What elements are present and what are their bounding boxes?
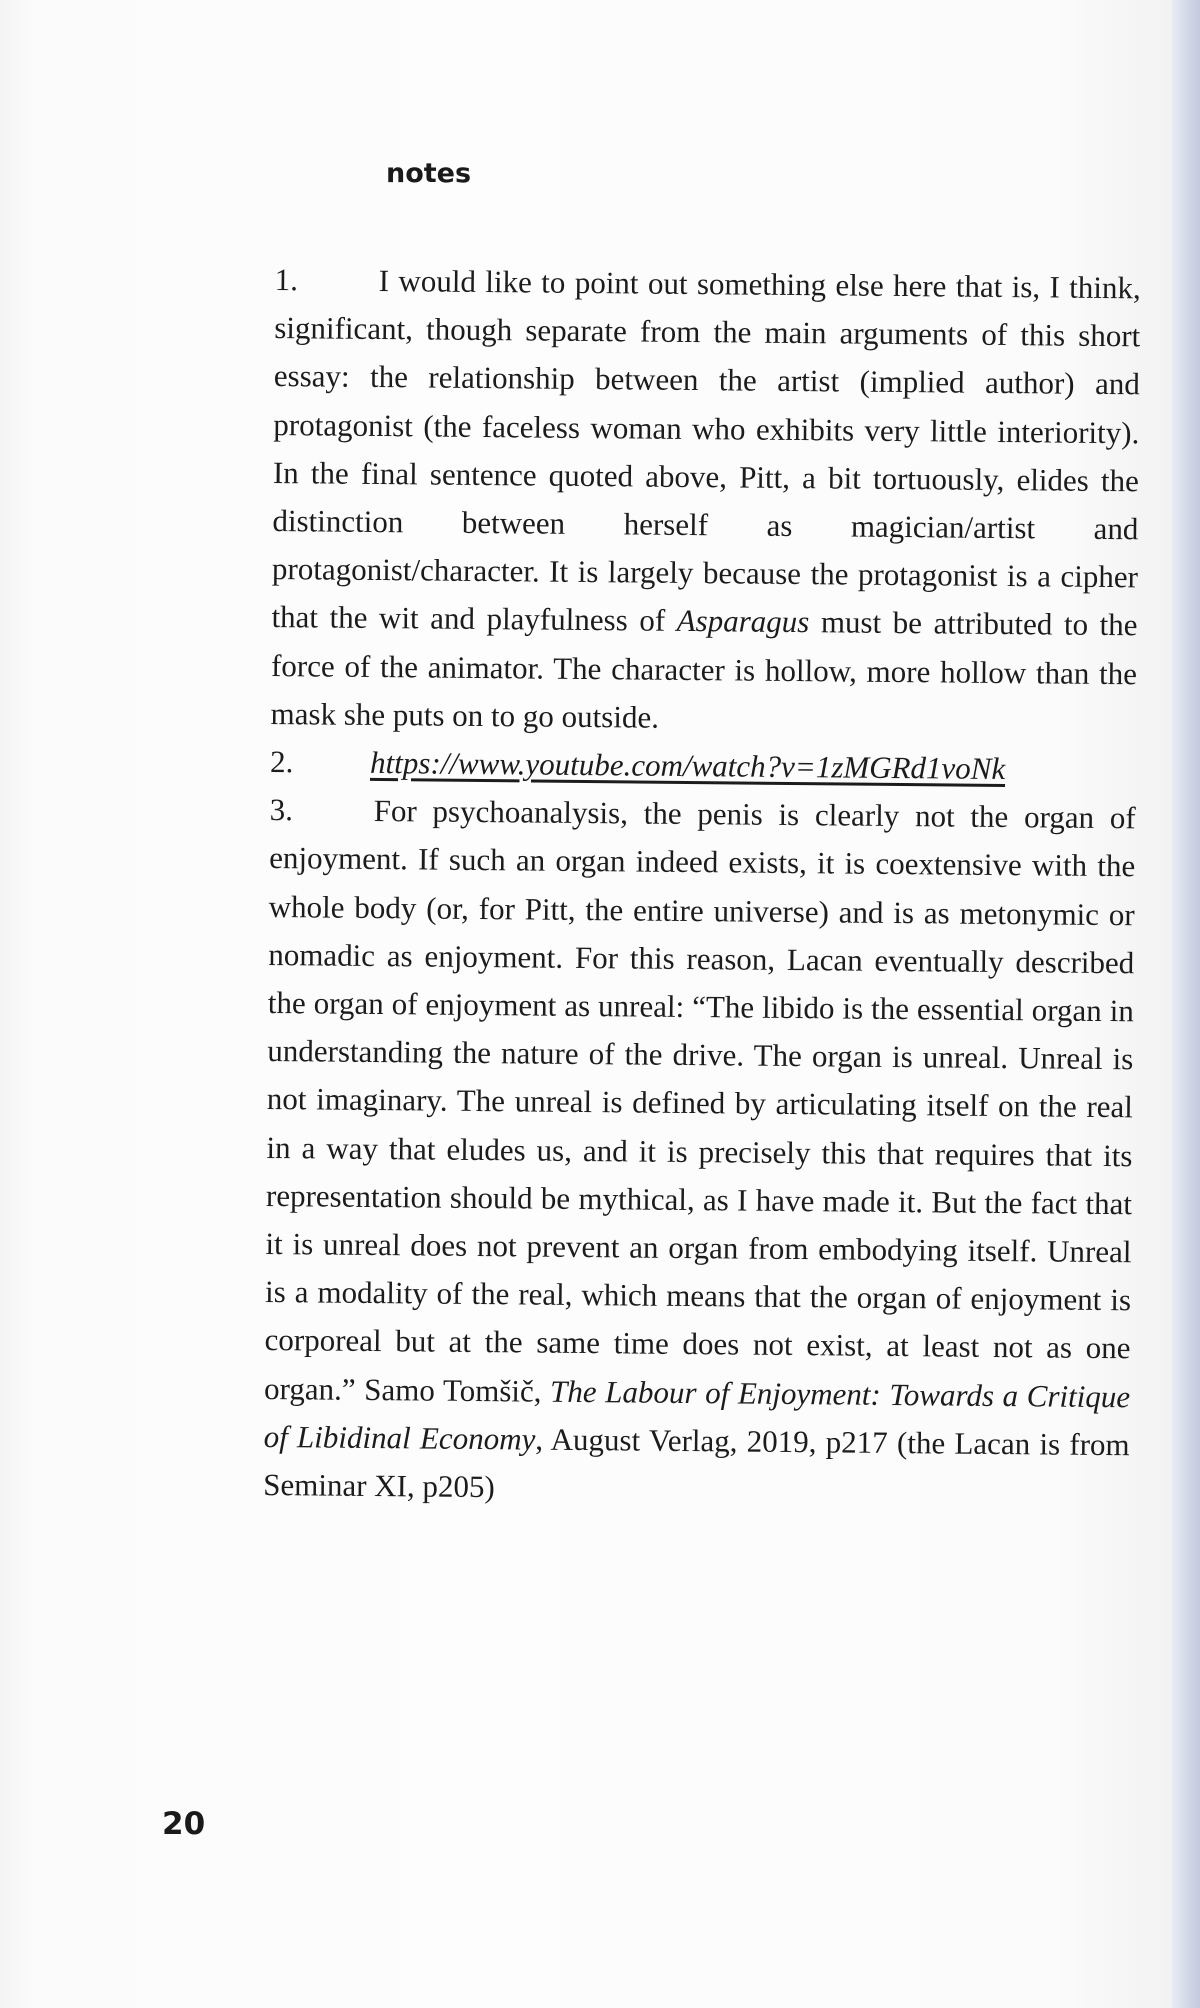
note-italic-title: Asparagus: [676, 603, 810, 640]
note-1: [270, 256, 1141, 746]
note-text: For psychoanalysis, the penis is clearly not the organ of enjoyment. If such an organ indeed exists, it is coextensive with the whole body (or, for Pitt, the entire universe) and is as metonymic or nomadic as enjoyment. For this reason, Lacan eventually described the organ of enjoyment as unreal: “The libido is the essential organ in understanding the nature of the drive. The organ is unreal. Unreal is not imaginary. The unreal is defined by articulating itself on the real in a way that eludes us, and it is precisely this that requires that its representation should be mythical, as I have made it. But the fact that it is unreal does not prevent an organ from embodying itself. Unreal is a modality of the real, which means that the organ of enjoyment is corporeal but at the same time does not exist, at least not as one organ.” Samo Tomšič,: [263, 793, 1136, 1409]
note-number: 1.: [274, 261, 299, 298]
note-italic-title: The Labour of Enjoyment: Towards a Critique of Libidinal Economy: [263, 1373, 1131, 1457]
notes-list: [263, 256, 1141, 1518]
note-2: [270, 738, 1136, 795]
note-number: 2.: [269, 744, 294, 780]
note-number: 3.: [269, 792, 294, 828]
section-heading: notes: [386, 158, 472, 189]
page-number: 20: [162, 1806, 206, 1842]
note-3: [263, 786, 1136, 1517]
note-text: I would like to point out something else here that is, I think, significant, though separate from the main arguments of this short essay: the relationship between the artist (implied author) and protagonist (the faceless woman who exhibits very little interiority). In the final sentence quoted above, Pitt, a bit tortuously, elides the distinction between herself as magician/artist and protagonist/character. It is largely because the protagonist is a cipher that the wit and playfulness of: [271, 262, 1141, 639]
note-text-end: must be attributed to the force of the animator. The character is hollow, more hollow than the mask she puts on to go outside.: [270, 604, 1138, 735]
note-url-link[interactable]: https://www.youtube.com/watch?v=1zMGRd1voNk: [369, 744, 1006, 787]
note-text-end: , August Verlag, 2019, p217 (the Lacan is from Seminar XI, p205): [263, 1421, 1130, 1505]
page-edge: [1172, 0, 1200, 2008]
